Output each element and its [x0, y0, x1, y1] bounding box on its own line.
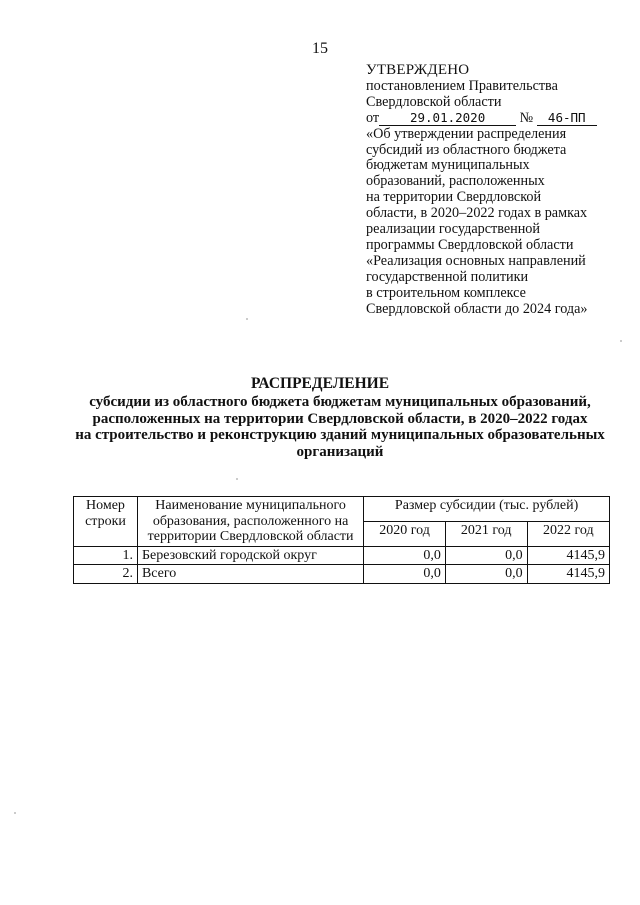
row-number-cell: 2. [74, 565, 138, 584]
value-2021-cell: 0,0 [445, 565, 527, 584]
document-subtitle [60, 394, 620, 460]
approval-title-line: образований, расположенных [366, 173, 545, 190]
table-row-total [74, 565, 610, 584]
approval-title-line: программы Свердловской области [366, 236, 574, 253]
approval-date-number-line [366, 111, 621, 127]
approval-title-line: на территории Свердловской [366, 189, 542, 206]
page-number: 15 [312, 40, 328, 57]
subsidy-table [73, 496, 610, 584]
approval-heading: УТВЕРЖДЕНО [366, 62, 470, 78]
approval-line: Свердловской области [366, 93, 502, 110]
approval-block [366, 63, 621, 318]
approval-date: 29.01.2020 [379, 111, 516, 126]
table-row [74, 546, 610, 565]
header-year-2022: 2022 год [527, 521, 609, 546]
value-2021-cell: 0,0 [445, 546, 527, 565]
subtitle-line: организаций [296, 443, 384, 460]
header-row-number: Номер строки [74, 497, 138, 547]
header-subsidy-amount: Размер субсидии (тыс. рублей) [364, 497, 610, 522]
approval-title-line: области, в 2020–2022 годах в рамках [366, 205, 588, 222]
municipality-name-cell: Всего [137, 565, 363, 584]
scan-speck [14, 812, 16, 814]
approval-title-line: Свердловской области до 2024 года» [366, 300, 588, 317]
approval-title-line: реализации государственной [366, 221, 540, 238]
number-prefix: № [519, 109, 534, 126]
approval-title-line: бюджетам муниципальных [366, 157, 530, 174]
subtitle-line: субсидии из областного бюджета бюджетам муниципальных образований, [89, 394, 591, 410]
approval-title-line: в строительном комплексе [366, 284, 526, 301]
header-year-2021: 2021 год [445, 521, 527, 546]
document-title: РАСПРЕДЕЛЕНИЕ [250, 375, 390, 392]
value-2020-cell: 0,0 [364, 565, 446, 584]
approval-title-line: «Реализация основных направлений [366, 252, 586, 269]
value-2022-cell: 4145,9 [527, 546, 609, 565]
subtitle-line: на строительство и реконструкцию зданий муниципальных образовательных [75, 427, 605, 443]
row-number-cell: 1. [74, 546, 138, 565]
scan-speck [236, 478, 238, 480]
header-municipality-name: Наименование муниципального образования, расположенного на территории Свердловской области [137, 497, 363, 547]
value-2020-cell: 0,0 [364, 546, 446, 565]
approval-title-line: государственной политики [366, 268, 529, 285]
header-year-2020: 2020 год [364, 521, 446, 546]
scan-speck [246, 318, 248, 320]
scan-speck [620, 340, 622, 342]
approval-line: постановлением Правительства [366, 77, 558, 94]
date-prefix: от [366, 109, 380, 126]
approval-number: 46-ПП [537, 111, 597, 126]
subtitle-line: расположенных на территории Свердловской области, в 2020–2022 годах [92, 410, 588, 427]
approval-title-line: субсидий из областного бюджета [366, 141, 567, 158]
municipality-name-cell: Березовский городской округ [137, 546, 363, 565]
approval-title-line: «Об утверждении распределения [366, 125, 567, 142]
value-2022-cell: 4145,9 [527, 565, 609, 584]
